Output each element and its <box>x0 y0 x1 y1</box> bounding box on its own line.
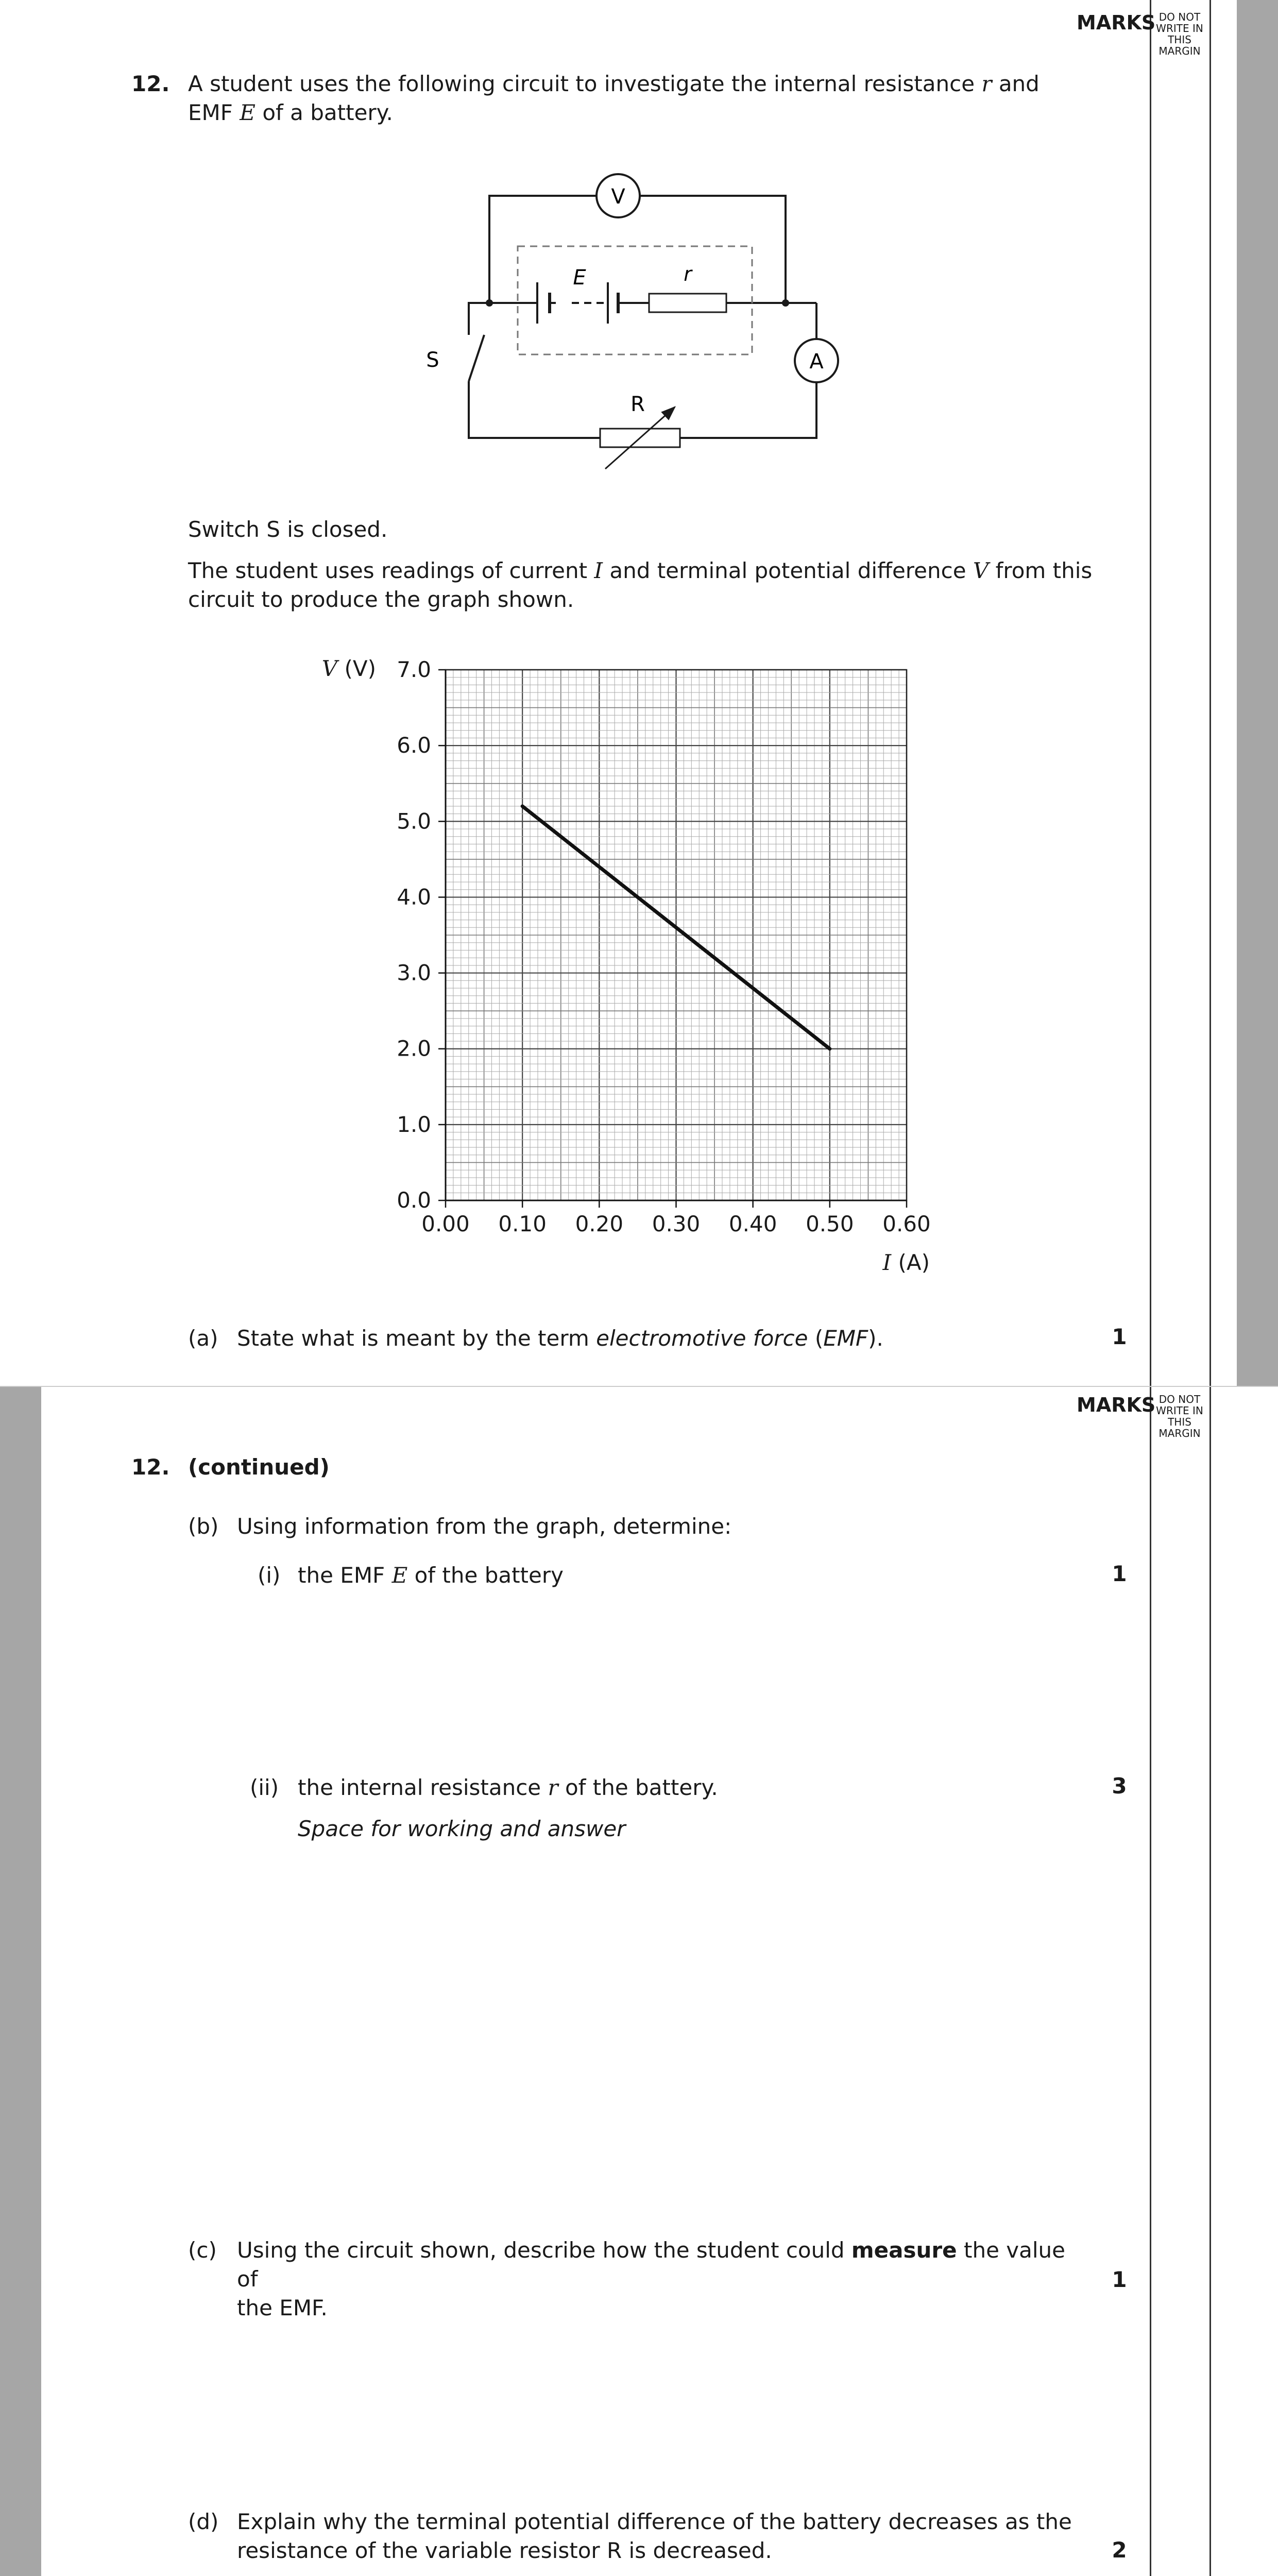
part-bii-marks: 3 <box>1112 1773 1127 1799</box>
part-a-question: State what is meant by the term electromotive force (EMF). <box>237 1326 883 1351</box>
marks-heading: MARKS <box>1077 11 1156 34</box>
y-tick-label: 5.0 <box>397 808 431 834</box>
page-break-1 <box>0 1386 1278 1387</box>
question-number: 12. <box>131 71 170 96</box>
part-bii-text: the internal resistance r of the battery. <box>298 1775 718 1800</box>
x-tick-label: 0.30 <box>652 1211 701 1236</box>
x-axis-label <box>882 1250 930 1275</box>
part-bii-label: (ii) <box>250 1775 279 1800</box>
y-tick-label: 3.0 <box>397 960 431 986</box>
do-not-write-label: DO NOT WRITE IN THIS MARGIN <box>1156 11 1203 57</box>
circuit-diagram <box>402 165 845 484</box>
wire <box>680 376 816 438</box>
junction-dot <box>782 299 789 307</box>
continued-heading: (continued) <box>188 1454 330 1480</box>
x-axis-variable: I <box>882 1250 892 1275</box>
x-tick-label: 0.50 <box>806 1211 854 1236</box>
marks-heading: MARKS <box>1077 1394 1156 1416</box>
part-bi-label: (i) <box>258 1563 281 1588</box>
junction-dot <box>486 299 493 307</box>
y-axis-variable: V <box>321 656 338 681</box>
y-axis-label <box>322 656 376 681</box>
question-number: 12. <box>131 1454 170 1480</box>
x-tick-label: 0.10 <box>498 1211 547 1236</box>
part-bi-text: the EMF E of the battery <box>298 1563 564 1588</box>
y-tick-label: 7.0 <box>397 657 431 682</box>
ammeter-label: A <box>809 350 824 374</box>
y-tick-label: 4.0 <box>397 884 431 910</box>
x-axis-unit: (A) <box>891 1250 930 1275</box>
y-tick-label: 1.0 <box>397 1111 431 1137</box>
part-c-marks: 1 <box>1112 2267 1127 2292</box>
page1-side-bar <box>1237 0 1278 1386</box>
variable-resistor-label: R <box>631 393 645 416</box>
y-tick-label: 0.0 <box>397 1188 431 1213</box>
page2-side-bar <box>0 1386 41 2576</box>
wire <box>469 303 489 335</box>
x-tick-label: 0.20 <box>575 1211 624 1236</box>
part-a-label: (a) <box>188 1326 218 1351</box>
battery-dashed-box <box>518 246 752 354</box>
vi-graph <box>309 647 953 1285</box>
y-tick-label: 2.0 <box>397 1036 431 1061</box>
graph-intro-text: The student uses readings of current I and terminal potential difference V from this circuit to produce the graph shown. <box>188 558 1093 612</box>
wire <box>469 381 600 438</box>
part-d-text: Explain why the terminal potential difference of the battery decreases as the resistance of the variable resistor R is decreased. <box>237 2509 1072 2563</box>
emf-label: E <box>573 266 586 290</box>
do-not-write-label: DO NOT WRITE IN THIS MARGIN <box>1156 1393 1203 1439</box>
internal-resistor <box>649 294 726 312</box>
variable-resistor-arrow <box>605 407 675 469</box>
graph-grid <box>446 670 907 1200</box>
x-tick-label: 0.40 <box>728 1211 777 1236</box>
part-b-text: Using information from the graph, determine: <box>237 1514 732 1539</box>
part-bi-marks: 1 <box>1112 1561 1127 1586</box>
voltmeter-wire <box>636 196 786 303</box>
part-d-marks: 2 <box>1112 2537 1127 2563</box>
x-tick-label: 0.60 <box>882 1211 931 1236</box>
switch-closed-text: Switch S is closed. <box>188 517 388 542</box>
internal-resistance-label: r <box>684 263 692 285</box>
part-a-marks: 1 <box>1112 1324 1127 1349</box>
switch-lever <box>469 335 484 381</box>
part-c-label: (c) <box>188 2238 217 2263</box>
margin-line-left <box>1150 0 1151 2576</box>
y-tick-label: 6.0 <box>397 733 431 758</box>
margin-line-right <box>1209 0 1211 2576</box>
x-tick-label: 0.00 <box>421 1211 470 1236</box>
part-c-text: Using the circuit shown, describe how the student could measure the value of the EMF. <box>237 2238 1065 2320</box>
part-d-label: (d) <box>188 2509 219 2534</box>
question-intro: A student uses the following circuit to investigate the internal resistance r and EMF E of a battery. <box>188 71 1040 125</box>
working-space-label: Space for working and answer <box>298 1816 626 1841</box>
y-axis-unit: (V) <box>337 656 376 681</box>
switch-label: S <box>426 348 439 372</box>
part-b-label: (b) <box>188 1514 219 1539</box>
voltmeter-label: V <box>611 185 625 209</box>
